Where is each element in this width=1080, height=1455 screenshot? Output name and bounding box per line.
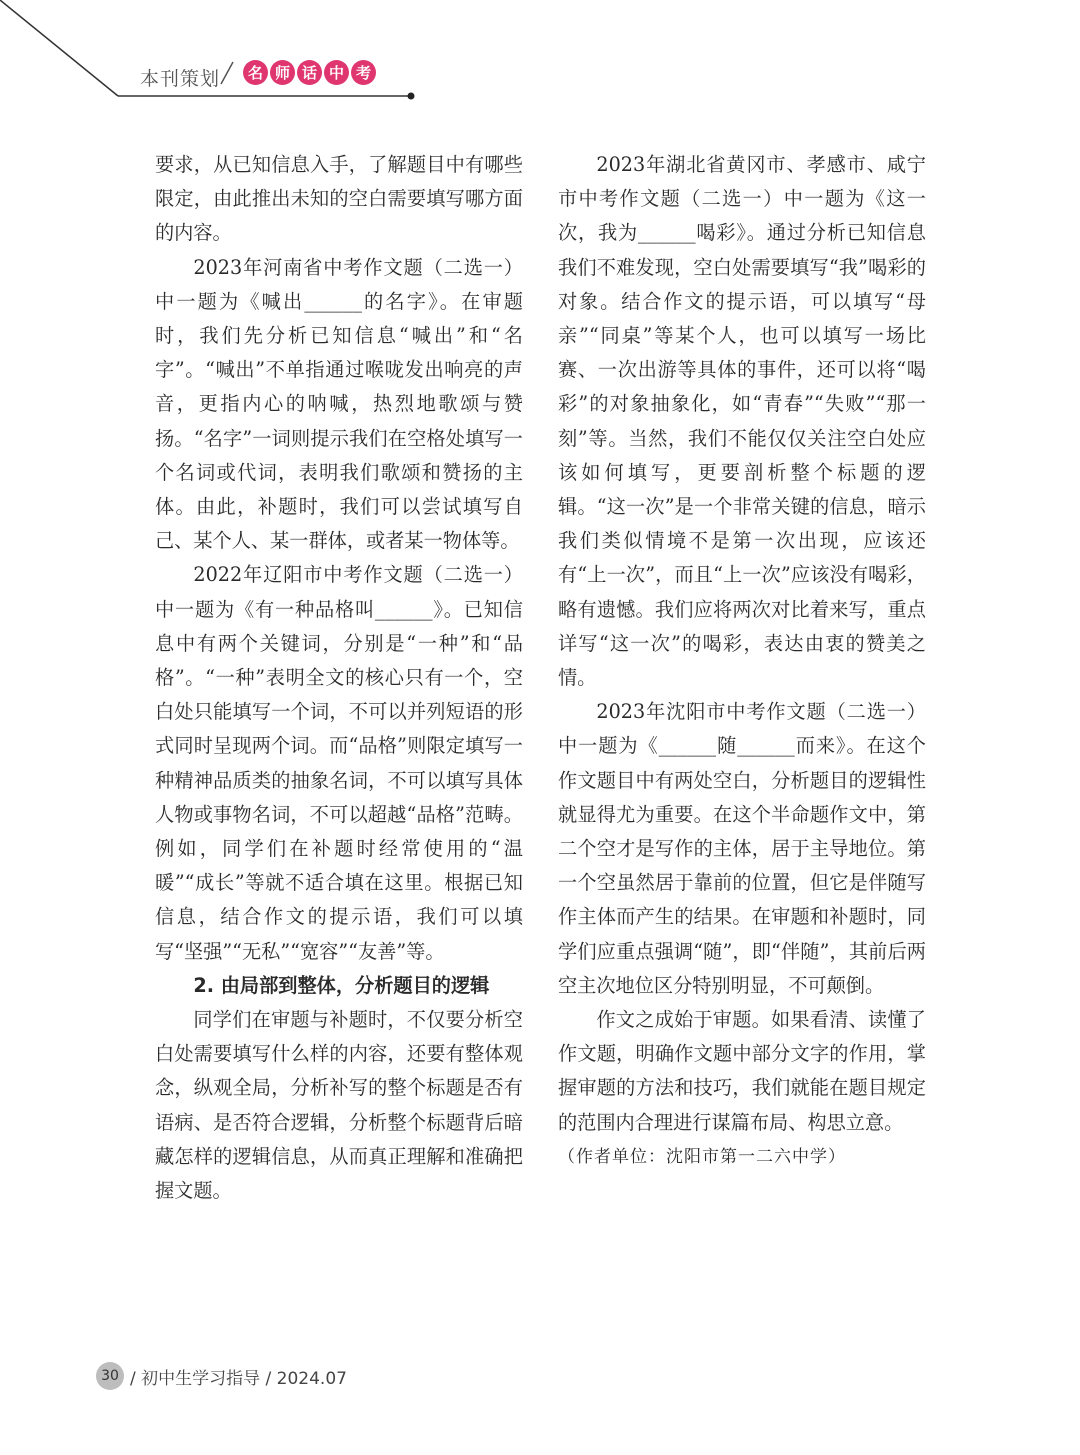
paragraph: 2023年湖北省黄冈市、孝感市、咸宁市中考作文题（二选一）中一题为《这一次，我为______喝彩》。通过分析已知信息我们不难发现，空白处需要填写“我”喝彩的对象。结合作文的提示语，可以填写“母亲”“同桌”等某个人，也可以填写一场比赛、一次出游等具体的事件，还可以将“喝彩”的对象抽象化，如“青春”“失败”“那一刻”等。当然，我们不能仅仅关注空白处应该如何填写，更要剖析整个标题的逻辑。“这一次”是一个非常关键的信息，暗示我们类似情境不是第一次出现，应该还有“上一次”，而且“上一次”应该没有喝彩，略有遗憾。我们应将两次对比着来写，重点详写“这一次”的喝彩，表达由衷的赞美之情。 (558, 153, 926, 690)
header-rule-graphic (0, 0, 1080, 110)
badge-char: 中 (324, 60, 349, 85)
section-label: 本刊策划 (140, 68, 221, 90)
paragraph: 要求，从已知信息入手，了解题目中有哪些限定，由此推出未知的空白需要填写哪方面的内容。 (155, 153, 523, 245)
left-column (155, 148, 523, 1208)
page-number: 30 (96, 1362, 124, 1390)
badge-char: 师 (270, 60, 295, 85)
badge-char: 名 (243, 60, 268, 85)
right-column (558, 148, 926, 1174)
author-byline: （作者单位：沈阳市第一二六中学） (558, 1146, 846, 1167)
badge-char: 考 (351, 60, 376, 85)
section-heading: 2. 由局部到整体，分析题目的逻辑 (193, 973, 490, 997)
column-title-badges (243, 60, 376, 85)
page-header (0, 0, 1080, 110)
page-footer (96, 1362, 347, 1390)
paragraph: 2023年河南省中考作文题（二选一）中一题为《喊出______的名字》。在审题时，我们先分析已知信息“喊出”和“名字”。“喊出”不单指通过喉咙发出响亮的声音，更指内心的呐喊，热烈地歌颂与赞扬。“名字”一词则提示我们在空格处填写一个名词或代词，表明我们歌颂和赞扬的主体。由此，补题时，我们可以尝试填写自己、某个人、某一群体，或者某一物体等。 (155, 255, 523, 553)
paragraph: 作文之成始于审题。如果看清、读懂了作文题，明确作文题中部分文字的作用，掌握审题的方法和技巧，我们就能在题目规定的范围内合理进行谋篇布局、构思立意。 (558, 1008, 926, 1134)
paragraph: 2022年辽阳市中考作文题（二选一）中一题为《有一种品格叫______》。已知信息中有两个关键词，分别是“一种”和“品格”。“一种”表明全文的核心只有一个，空白处只能填写一个词，不可以并列短语的形式同时呈现两个词。而“品格”则限定填写一种精神品质类的抽象名词，不可以填写具体人物或事物名词，不可以超越“品格”范畴。例如，同学们在补题时经常使用的“温暖”“成长”等就不适合填在这里。根据已知信息，结合作文的提示语，我们可以填写“坚强”“无私”“宽容”“友善”等。 (155, 563, 523, 963)
publication-info: / 初中生学习指导 / 2024.07 (130, 1368, 347, 1389)
paragraph: 同学们在审题与补题时，不仅要分析空白处需要填写什么样的内容，还要有整体观念，纵观全局，分析补写的整个标题是否有语病、是否符合逻辑，分析整个标题背后暗藏怎样的逻辑信息，从而真正理解和准确把握文题。 (155, 1008, 523, 1203)
badge-char: 话 (297, 60, 322, 85)
paragraph: 2023年沈阳市中考作文题（二选一）中一题为《______随______而来》。在这个作文题目中有两处空白，分析题目的逻辑性就显得尤为重要。在这个半命题作文中，第二个空才是写作的主体，居于主导地位。第一个空虽然居于靠前的位置，但它是伴随写作主体而产生的结果。在审题和补题时，同学们应重点强调“随”，即“伴随”，其前后两空主次地位区分特别明显，不可颠倒。 (558, 700, 926, 997)
